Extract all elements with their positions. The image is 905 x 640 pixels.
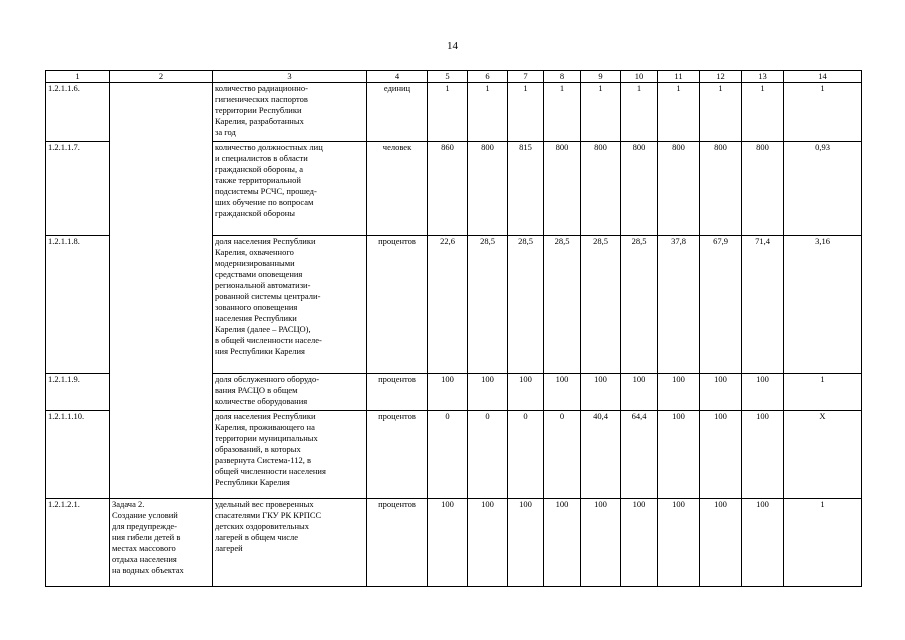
column-number-row xyxy=(46,71,862,83)
value-cell: 815 xyxy=(508,142,544,236)
value-cell: 1 xyxy=(621,83,658,142)
column-number: 10 xyxy=(621,71,658,83)
value-cell: 860 xyxy=(428,142,468,236)
value-cell: 1 xyxy=(544,83,581,142)
column-number: 11 xyxy=(658,71,700,83)
value-cell: 800 xyxy=(658,142,700,236)
value-cell: 100 xyxy=(700,411,742,499)
indicator-description: доля населения Республики Карелия, охваченного модернизированными средствами оповещения региональной автоматизи- рованной системы централи- зованного оповещения населения Республики Карелия (далее – РАСЦО), в общей численности населе- ния Республики Карелия xyxy=(213,236,367,374)
task-cell xyxy=(110,236,213,374)
indicator-code: 1.2.1.2.1. xyxy=(46,499,110,587)
value-cell: 1 xyxy=(784,83,862,142)
indicator-code: 1.2.1.1.10. xyxy=(46,411,110,499)
column-number: 6 xyxy=(468,71,508,83)
column-number: 12 xyxy=(700,71,742,83)
indicator-code: 1.2.1.1.7. xyxy=(46,142,110,236)
indicators-table xyxy=(45,70,862,587)
indicator-code: 1.2.1.1.9. xyxy=(46,374,110,411)
value-cell: 22,6 xyxy=(428,236,468,374)
column-number: 14 xyxy=(784,71,862,83)
value-cell: X xyxy=(784,411,862,499)
page-number: 14 xyxy=(447,40,458,52)
task-cell xyxy=(110,411,213,499)
table-row xyxy=(46,236,862,374)
value-cell: 800 xyxy=(581,142,621,236)
indicator-description: доля населения Республики Карелия, проживающего на территории муниципальных образований, в которых развернута Система-112, в общей численности населения Республики Карелия xyxy=(213,411,367,499)
indicator-code: 1.2.1.1.6. xyxy=(46,83,110,142)
table-row xyxy=(46,499,862,587)
value-cell: 67,9 xyxy=(700,236,742,374)
value-cell: 100 xyxy=(742,499,784,587)
value-cell: 100 xyxy=(700,499,742,587)
value-cell: 800 xyxy=(544,142,581,236)
column-number: 4 xyxy=(367,71,428,83)
unit-cell: человек xyxy=(367,142,428,236)
column-number: 1 xyxy=(46,71,110,83)
value-cell: 100 xyxy=(428,499,468,587)
value-cell: 1 xyxy=(700,83,742,142)
value-cell: 100 xyxy=(544,499,581,587)
value-cell: 28,5 xyxy=(581,236,621,374)
value-cell: 1 xyxy=(742,83,784,142)
value-cell: 37,8 xyxy=(658,236,700,374)
table-row xyxy=(46,83,862,142)
value-cell: 71,4 xyxy=(742,236,784,374)
value-cell: 28,5 xyxy=(468,236,508,374)
value-cell: 0 xyxy=(468,411,508,499)
value-cell: 0 xyxy=(544,411,581,499)
value-cell: 100 xyxy=(700,374,742,411)
value-cell: 1 xyxy=(784,499,862,587)
value-cell: 800 xyxy=(742,142,784,236)
column-number: 7 xyxy=(508,71,544,83)
value-cell: 100 xyxy=(742,411,784,499)
value-cell: 100 xyxy=(658,374,700,411)
value-cell: 40,4 xyxy=(581,411,621,499)
value-cell: 100 xyxy=(621,374,658,411)
value-cell: 1 xyxy=(658,83,700,142)
column-number: 3 xyxy=(213,71,367,83)
table-row xyxy=(46,142,862,236)
table-row xyxy=(46,374,862,411)
value-cell: 100 xyxy=(581,499,621,587)
value-cell: 28,5 xyxy=(508,236,544,374)
column-number: 2 xyxy=(110,71,213,83)
value-cell: 800 xyxy=(621,142,658,236)
value-cell: 0,93 xyxy=(784,142,862,236)
value-cell: 64,4 xyxy=(621,411,658,499)
value-cell: 100 xyxy=(742,374,784,411)
value-cell: 28,5 xyxy=(544,236,581,374)
value-cell: 100 xyxy=(621,499,658,587)
unit-cell: процентов xyxy=(367,499,428,587)
task-cell xyxy=(110,83,213,142)
value-cell: 800 xyxy=(700,142,742,236)
value-cell: 100 xyxy=(658,411,700,499)
unit-cell: процентов xyxy=(367,411,428,499)
value-cell: 1 xyxy=(468,83,508,142)
value-cell: 100 xyxy=(658,499,700,587)
table-row xyxy=(46,411,862,499)
value-cell: 100 xyxy=(581,374,621,411)
value-cell: 1 xyxy=(784,374,862,411)
value-cell: 100 xyxy=(428,374,468,411)
value-cell: 100 xyxy=(508,374,544,411)
value-cell: 0 xyxy=(428,411,468,499)
unit-cell: единиц xyxy=(367,83,428,142)
indicator-description: доля обслуженного оборудо- вания РАСЦО в общем количестве оборудования xyxy=(213,374,367,411)
task-cell xyxy=(110,142,213,236)
value-cell: 1 xyxy=(581,83,621,142)
indicator-description: количество должностных лиц и специалистов в области гражданской обороны, а также территориальной подсистемы РСЧС, прошед- ших обучение по вопросам гражданской обороны xyxy=(213,142,367,236)
column-number: 8 xyxy=(544,71,581,83)
value-cell: 1 xyxy=(508,83,544,142)
unit-cell: процентов xyxy=(367,236,428,374)
indicator-description: количество радиационно- гигиенических паспортов территории Республики Карелия, разработанных за год xyxy=(213,83,367,142)
task-cell: Задача 2. Создание условий для предупрежде- ния гибели детей в местах массового отдыха населения на водных объектах xyxy=(110,499,213,587)
unit-cell: процентов xyxy=(367,374,428,411)
value-cell: 100 xyxy=(468,374,508,411)
value-cell: 3,16 xyxy=(784,236,862,374)
column-number: 13 xyxy=(742,71,784,83)
column-number: 5 xyxy=(428,71,468,83)
value-cell: 28,5 xyxy=(621,236,658,374)
value-cell: 100 xyxy=(544,374,581,411)
value-cell: 100 xyxy=(508,499,544,587)
task-cell xyxy=(110,374,213,411)
indicator-code: 1.2.1.1.8. xyxy=(46,236,110,374)
column-number: 9 xyxy=(581,71,621,83)
value-cell: 100 xyxy=(468,499,508,587)
value-cell: 1 xyxy=(428,83,468,142)
value-cell: 0 xyxy=(508,411,544,499)
value-cell: 800 xyxy=(468,142,508,236)
indicator-description: удельный вес проверенных спасателями ГКУ РК КРПСС детских оздоровительных лагерей в общем числе лагерей xyxy=(213,499,367,587)
